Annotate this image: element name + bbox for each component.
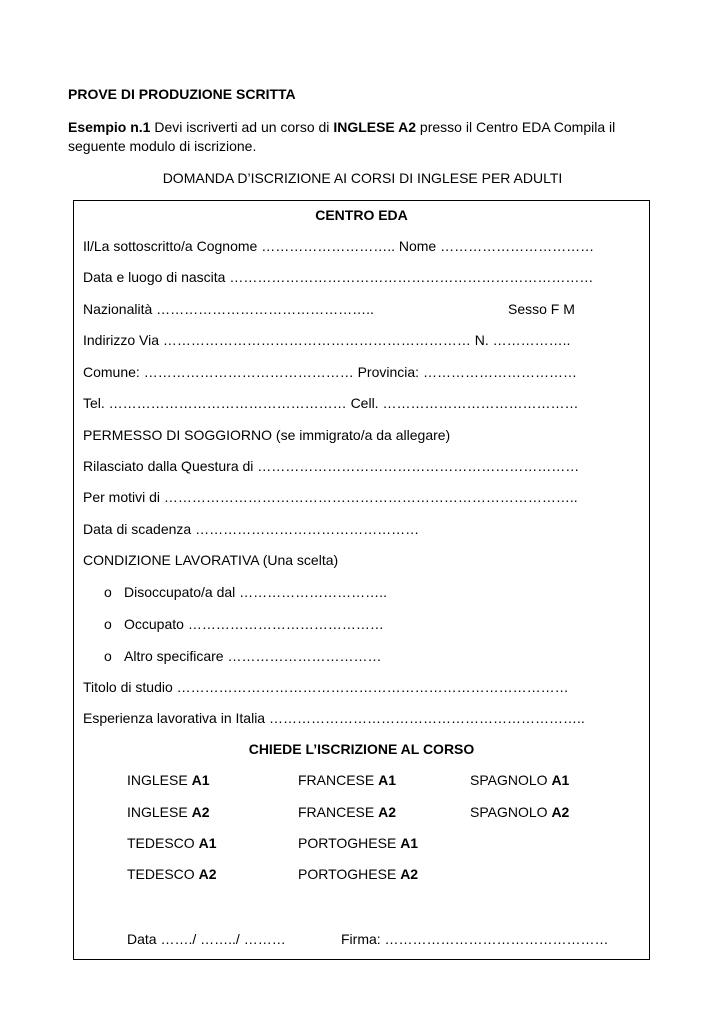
job-option-label: Altro specificare ……………………………	[124, 648, 382, 664]
tel-cell-field[interactable]: Tel. …………………………………………… Cell. ……………………………………	[83, 395, 579, 411]
course-language: SPAGNOLO	[470, 772, 552, 788]
example-line-1	[68, 118, 615, 136]
course-level: A2	[198, 866, 217, 882]
course-language: INGLESE	[127, 804, 192, 820]
sex-field[interactable]: Sesso F M	[508, 301, 575, 317]
course-option[interactable]	[127, 834, 216, 852]
course-option[interactable]	[470, 771, 569, 789]
course-language: FRANCESE	[298, 772, 379, 788]
course-level: A2	[378, 804, 397, 820]
address-field[interactable]: Indirizzo Via ………………………………………………………… N. ……………..	[83, 332, 571, 348]
course-level: A1	[551, 772, 570, 788]
course-level: A2	[400, 866, 419, 882]
course-language: SPAGNOLO	[470, 804, 552, 820]
job-condition-label: CONDIZIONE LAVORATIVA (Una scelta)	[83, 552, 339, 568]
job-option-label: Occupato ……………………………………	[124, 616, 384, 632]
bullet-icon: o	[104, 616, 112, 632]
experience-field[interactable]: Esperienza lavorativa in Italia …………………………………………………………..	[83, 710, 585, 726]
job-option-employed[interactable]	[104, 615, 384, 633]
course-level: A1	[198, 835, 217, 851]
job-option-other[interactable]	[104, 647, 381, 665]
reasons-field[interactable]: Per motivi di ……………………………………………………………………………..	[83, 489, 578, 505]
course-option[interactable]	[298, 865, 418, 883]
course-option[interactable]	[470, 803, 569, 821]
course-option[interactable]	[127, 865, 216, 883]
course-level: A1	[400, 835, 419, 851]
course-language: PORTOGHESE	[298, 835, 401, 851]
comune-provincia-field[interactable]: Comune: ……………………………………… Provincia: ……………………………	[83, 364, 577, 380]
example-text-after: presso il Centro EDA Compila il	[416, 119, 616, 135]
birth-date-place-field[interactable]: Data e luogo di nascita ……………………………………………………………………	[83, 269, 594, 285]
nationality-field[interactable]: Nazionalità ………………………………………..	[83, 301, 374, 317]
date-field[interactable]: Data ……./ ……../ ………	[127, 931, 286, 947]
course-level: A1	[378, 772, 397, 788]
issued-by-field[interactable]: Rilasciato dalla Questura di ……………………………………………………………	[83, 458, 580, 474]
course-option[interactable]	[298, 834, 418, 852]
bullet-icon: o	[104, 648, 112, 664]
course-language: FRANCESE	[298, 804, 379, 820]
course-option[interactable]	[298, 771, 396, 789]
course-language: TEDESCO	[127, 866, 199, 882]
course-level: A1	[191, 772, 210, 788]
example-course: INGLESE A2	[333, 119, 417, 135]
job-option-unemployed[interactable]	[104, 583, 387, 601]
course-option[interactable]	[298, 803, 396, 821]
permit-label: PERMESSO DI SOGGIORNO (se immigrato/a da allegare)	[83, 427, 451, 443]
form-title: DOMANDA D’ISCRIZIONE AI CORSI DI INGLESE PER ADULTI	[162, 170, 563, 186]
study-title-field[interactable]: Titolo di studio …………………………………………………………………………	[83, 679, 569, 695]
example-label: Esempio n.1	[68, 119, 151, 135]
example-text-before: Devi iscriverti ad un corso di	[150, 119, 334, 135]
form-center: CENTRO EDA	[315, 207, 408, 223]
job-option-label: Disoccupato/a dal …………………………..	[124, 584, 387, 600]
bullet-icon: o	[104, 584, 112, 600]
page-heading: PROVE DI PRODUZIONE SCRITTA	[68, 86, 296, 102]
signature-field[interactable]: Firma: …………………………………………	[341, 931, 609, 947]
surname-name-field[interactable]: Il/La sottoscritto/a Cognome ……………………….. Nome ……………………………	[83, 238, 595, 254]
course-language: INGLESE	[127, 772, 192, 788]
course-level: A2	[551, 804, 570, 820]
expiry-date-field[interactable]: Data di scadenza …………………………………………	[83, 521, 420, 537]
request-title: CHIEDE L’ISCRIZIONE AL CORSO	[248, 741, 475, 757]
course-language: TEDESCO	[127, 835, 199, 851]
course-option[interactable]	[127, 771, 210, 789]
course-level: A2	[191, 804, 210, 820]
course-language: PORTOGHESE	[298, 866, 401, 882]
example-line-2: seguente modulo di iscrizione.	[68, 138, 257, 154]
course-option[interactable]	[127, 803, 210, 821]
